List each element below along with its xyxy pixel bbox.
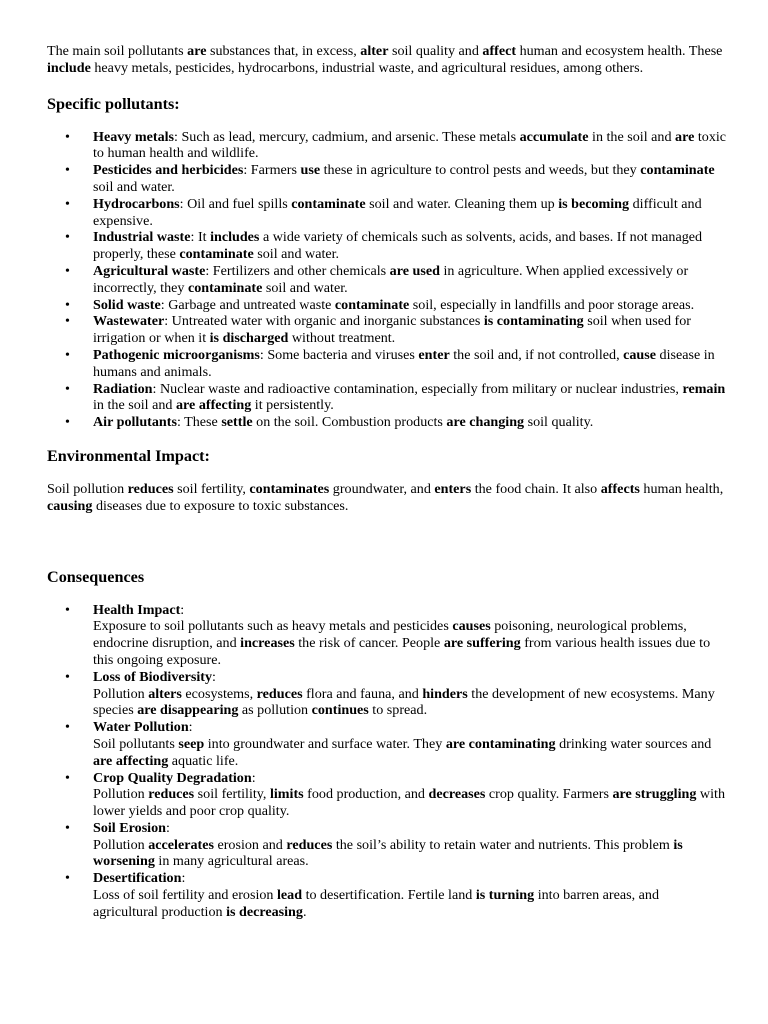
bold-text: Loss of Biodiversity: [93, 668, 213, 685]
bold-text: causes: [452, 618, 491, 635]
bold-text: Water Pollution: [93, 719, 189, 736]
bold-text: contaminate: [640, 162, 715, 179]
text-run: to desertification. Fertile land: [302, 887, 476, 904]
text-run: soil quality and: [388, 43, 483, 59]
list-item: [47, 196, 727, 230]
text-run: to spread.: [368, 702, 428, 719]
bold-text: includes: [210, 229, 260, 246]
text-run: poisoning, neurological problems, endocrine disruption, and: [93, 618, 687, 652]
bullet-icon: •: [65, 195, 70, 212]
bold-text: accelerates: [148, 836, 214, 853]
text-run: soil and water.: [262, 279, 348, 296]
bullet-icon: •: [65, 380, 70, 397]
bold-text: are suffering: [443, 635, 521, 652]
list-item: [47, 313, 727, 347]
bold-text: Solid waste: [93, 296, 161, 313]
text-run: ecosystems,: [181, 685, 257, 702]
environmental-impact-heading: Environmental Impact:: [47, 446, 210, 465]
text-run: human health,: [639, 480, 724, 497]
text-run: diseases due to exposure to toxic substances.: [92, 497, 349, 514]
bold-text: reduces: [148, 786, 195, 803]
bullet-icon: •: [65, 313, 70, 330]
list-item: [47, 229, 727, 263]
bold-text: affects: [600, 480, 640, 497]
list-item: [47, 381, 727, 415]
specific-pollutants-heading: Specific pollutants:: [47, 94, 180, 113]
bullet-icon: •: [65, 296, 70, 313]
bold-text: settle: [221, 414, 253, 431]
bold-text: decreases: [428, 786, 486, 803]
bold-text: enters: [434, 480, 472, 497]
bold-text: are changing: [446, 414, 525, 431]
text-run: on the soil. Combustion products: [252, 414, 447, 431]
bold-text: continues: [311, 702, 369, 719]
document-body: [47, 43, 727, 921]
bold-text: are: [187, 43, 207, 59]
text-run: substances that, in excess,: [206, 43, 361, 59]
consequences-list: [47, 602, 727, 921]
bold-text: reduces: [127, 480, 174, 497]
text-run: groundwater, and: [329, 480, 435, 497]
intro-paragraph: [47, 43, 727, 77]
bold-text: causing: [47, 497, 93, 514]
list-item: [47, 347, 727, 381]
bold-text: contaminates: [249, 480, 330, 497]
text-run: : These: [176, 414, 222, 431]
bold-text: is discharged: [209, 330, 289, 347]
text-run: Soil pollutants: [93, 735, 179, 752]
text-run: soil and water.: [253, 246, 340, 263]
bold-text: is decreasing: [226, 903, 303, 920]
bold-text: contaminate: [334, 296, 410, 313]
text-run: .: [302, 903, 307, 920]
bold-text: Pathogenic microorganisms: [93, 346, 260, 363]
bold-text: Radiation: [93, 380, 153, 397]
bold-text: hinders: [422, 685, 468, 702]
bold-text: is worsening: [93, 836, 683, 870]
text-run: food production, and: [303, 786, 429, 803]
text-run: soil when used for irrigation or when it: [93, 313, 691, 347]
text-run: :: [251, 769, 256, 786]
bold-text: are affecting: [93, 752, 169, 769]
bullet-icon: •: [65, 719, 70, 736]
list-item: [47, 770, 727, 820]
text-run: soil fertility,: [194, 786, 270, 803]
text-run: : Nuclear waste and radioactive contamination, especially from military or nuclear industries,: [152, 380, 683, 397]
text-run: crop quality. Farmers: [485, 786, 613, 803]
bold-text: contaminate: [187, 279, 263, 296]
text-run: in the soil and: [588, 128, 676, 145]
text-run: flora and fauna, and: [302, 685, 423, 702]
bullet-icon: •: [65, 769, 70, 786]
bold-text: Industrial waste: [93, 229, 191, 246]
text-run: a wide variety of chemicals such as solvents, acids, and bases. If not managed properly, these: [93, 229, 703, 263]
text-run: : Farmers: [243, 162, 301, 179]
bold-text: is contaminating: [483, 313, 584, 330]
text-run: into groundwater and surface water. They: [204, 735, 446, 752]
text-run: the development of new ecosystems. Many species: [93, 685, 715, 719]
text-run: erosion and: [213, 836, 287, 853]
bullet-icon: •: [65, 262, 70, 279]
text-run: :: [212, 668, 216, 685]
bold-text: cause: [623, 346, 657, 363]
bold-text: Crop Quality Degradation: [93, 769, 252, 786]
bold-text: Agricultural waste: [93, 262, 206, 279]
text-run: soil fertility,: [173, 480, 250, 497]
list-item: [47, 414, 727, 431]
list-item: [47, 820, 727, 870]
bold-text: Hydrocarbons: [93, 195, 180, 212]
text-run: :: [181, 870, 186, 887]
text-run: drinking water sources and: [555, 735, 712, 752]
bullet-icon: •: [65, 346, 70, 363]
bold-text: are affecting: [176, 397, 252, 414]
bold-text: is turning: [475, 887, 535, 904]
text-run: : Untreated water with organic and inorganic substances: [164, 313, 484, 330]
bold-text: limits: [269, 786, 304, 803]
bold-text: seep: [178, 735, 205, 752]
bullet-icon: •: [65, 870, 70, 887]
bold-text: lead: [276, 887, 303, 904]
text-run: it persistently.: [251, 397, 334, 414]
text-run: the risk of cancer. People: [294, 635, 444, 652]
text-run: Soil pollution: [47, 480, 128, 497]
specific-pollutants-list: [47, 129, 727, 431]
bold-text: are contaminating: [445, 735, 556, 752]
text-run: the food chain. It also: [471, 480, 601, 497]
list-item: [47, 719, 727, 769]
text-run: human and ecosystem health. These: [516, 43, 723, 59]
bold-text: accumulate: [519, 128, 589, 145]
bold-text: enter: [418, 346, 450, 363]
bullet-icon: •: [65, 601, 70, 618]
text-run: : Oil and fuel spills: [179, 195, 292, 212]
text-run: :: [165, 819, 170, 836]
bold-text: Heavy metals: [93, 128, 175, 145]
bold-text: alter: [360, 43, 389, 59]
consequences-heading: Consequences: [47, 567, 145, 586]
bold-text: reduces: [286, 836, 333, 853]
bold-text: are disappearing: [137, 702, 239, 719]
list-item: [47, 162, 727, 196]
environmental-impact-paragraph: [47, 481, 727, 515]
text-run: soil and water. Cleaning them up: [365, 195, 559, 212]
text-run: : Garbage and untreated waste: [160, 296, 335, 313]
bold-text: reduces: [256, 685, 303, 702]
bold-text: increases: [240, 635, 295, 652]
bullet-icon: •: [65, 819, 70, 836]
text-run: soil and water.: [93, 178, 175, 195]
text-run: toxic to human health and wildlife.: [93, 128, 727, 162]
text-run: as pollution: [238, 702, 312, 719]
text-run: Loss of soil fertility and erosion: [93, 887, 277, 904]
text-run: soil, especially in landfills and poor storage areas.: [409, 296, 695, 313]
list-item: [47, 129, 727, 163]
bullet-icon: •: [65, 229, 70, 246]
bold-text: remain: [682, 380, 726, 397]
text-run: : Fertilizers and other chemicals: [205, 262, 390, 279]
bold-text: are struggling: [612, 786, 697, 803]
bold-text: Soil Erosion: [93, 819, 166, 836]
text-run: these in agriculture to control pests and weeds, but they: [320, 162, 641, 179]
bold-text: Health Impact: [93, 601, 181, 618]
text-run: the soil and, if not controlled,: [449, 346, 624, 363]
text-run: Exposure to soil pollutants such as heavy metals and pesticides: [93, 618, 453, 635]
text-run: Pollution: [93, 786, 149, 803]
bold-text: contaminate: [291, 195, 366, 212]
text-run: aquatic life.: [168, 752, 239, 769]
text-run: soil quality.: [524, 414, 594, 431]
list-item: [47, 263, 727, 297]
text-run: in agriculture. When applied excessively or incorrectly, they: [93, 262, 689, 296]
bullet-icon: •: [65, 162, 70, 179]
text-run: Pollution: [93, 836, 149, 853]
text-run: heavy metals, pesticides, hydrocarbons, industrial waste, and agricultural residues, among others.: [90, 59, 644, 76]
bold-text: alters: [148, 685, 182, 702]
bullet-icon: •: [65, 414, 70, 431]
text-run: without treatment.: [288, 330, 396, 347]
bold-text: Pesticides and herbicides: [93, 162, 244, 179]
text-run: :: [188, 719, 193, 736]
bold-text: Wastewater: [93, 313, 165, 330]
bold-text: use: [300, 162, 321, 179]
text-run: difficult and expensive.: [93, 195, 702, 229]
text-run: : It: [190, 229, 211, 246]
text-run: in many agricultural areas.: [154, 853, 309, 870]
text-run: : Such as lead, mercury, cadmium, and arsenic. These metals: [174, 128, 520, 145]
bold-text: Air pollutants: [93, 414, 177, 431]
list-item: [47, 297, 727, 314]
bullet-icon: •: [65, 668, 70, 685]
text-run: from various health issues due to this ongoing exposure.: [93, 635, 711, 668]
bold-text: contaminate: [179, 246, 254, 263]
bold-text: are: [675, 128, 695, 145]
text-run: in the soil and: [93, 397, 176, 414]
text-run: Pollution: [93, 685, 149, 702]
bold-text: is becoming: [558, 195, 630, 212]
text-run: into barren areas, and agricultural production: [93, 887, 660, 920]
list-item: [47, 602, 727, 669]
text-run: disease in humans and animals.: [93, 346, 715, 380]
bullet-icon: •: [65, 128, 70, 145]
text-run: the soil’s ability to retain water and nutrients. This problem: [332, 836, 674, 853]
text-run: The main soil pollutants: [47, 43, 188, 59]
text-run: with lower yields and poor crop quality.: [93, 786, 725, 820]
bold-text: are used: [389, 262, 440, 279]
bold-text: Desertification: [93, 870, 182, 887]
bold-text: include: [47, 59, 91, 76]
list-item: [47, 870, 727, 920]
text-run: : Some bacteria and viruses: [259, 346, 419, 363]
text-run: :: [180, 601, 185, 618]
bold-text: affect: [482, 43, 517, 59]
list-item: [47, 669, 727, 719]
